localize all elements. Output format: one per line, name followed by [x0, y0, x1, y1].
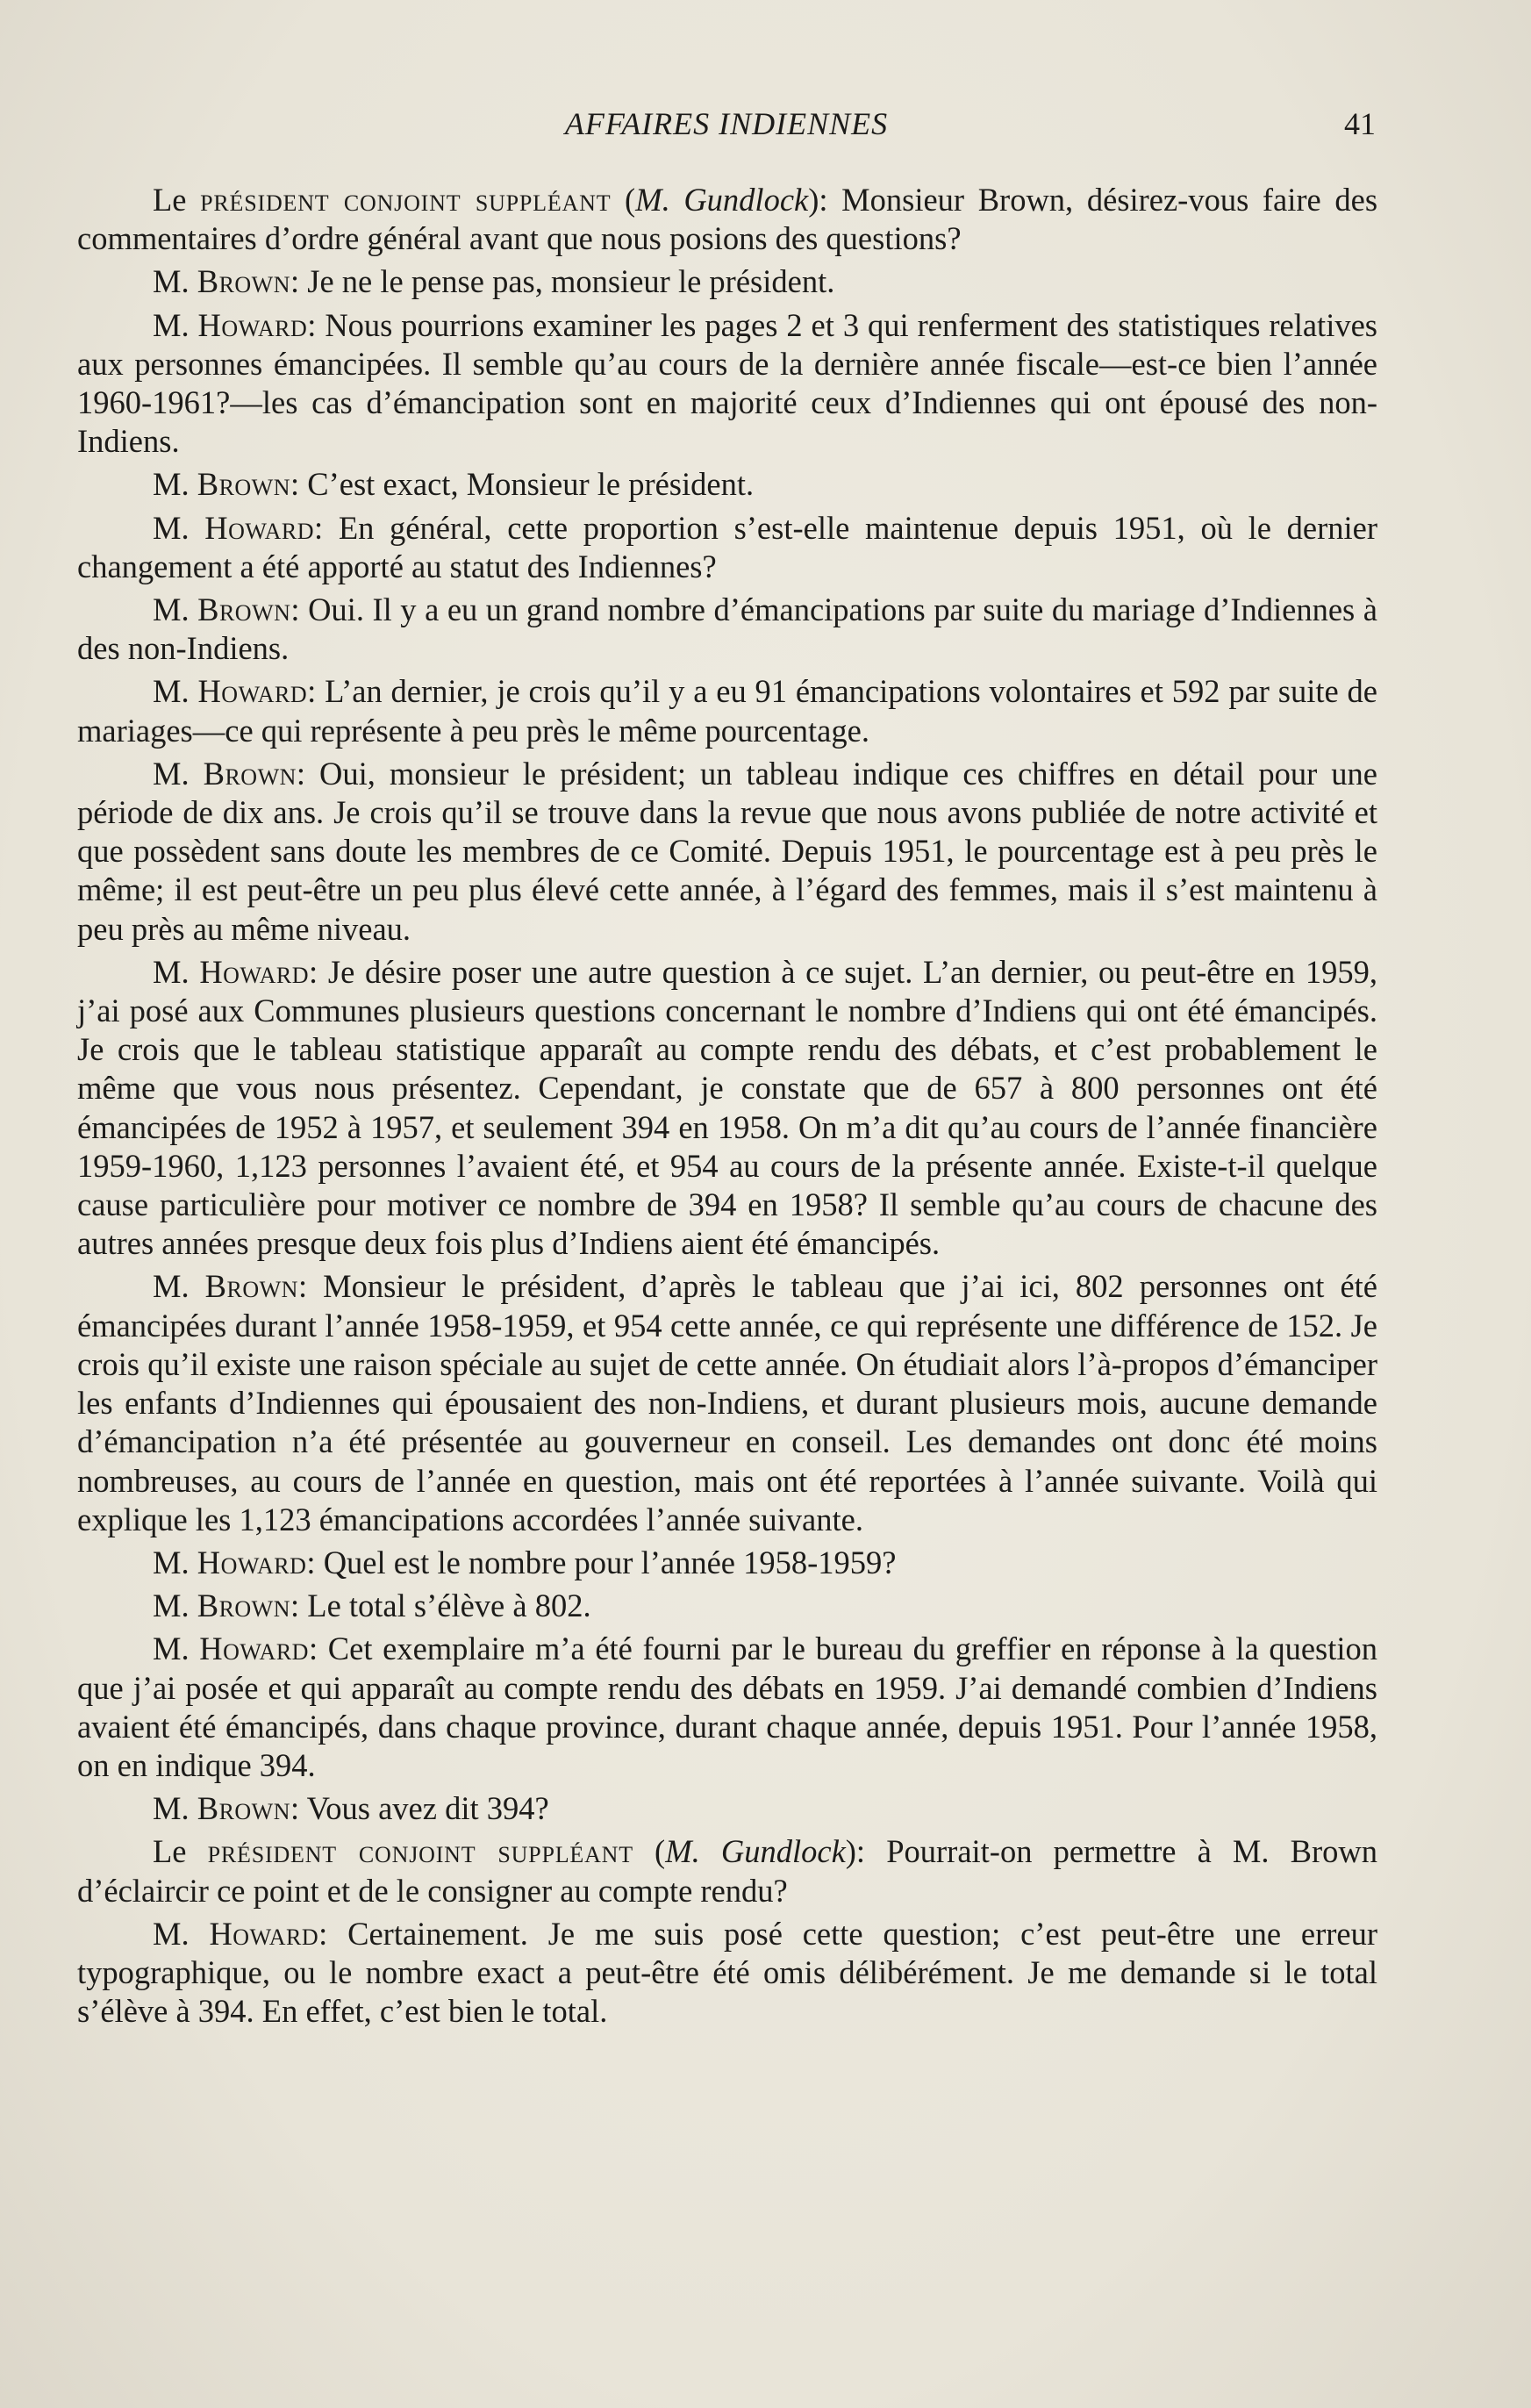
paragraph-text: Pourrait-on permettre à M. Brown d’éclaircir ce point et de le consigner au compte rendu?: [77, 1833, 1377, 1909]
speaker-name: Howard: [199, 953, 310, 990]
speaker-prefix: M.: [153, 1915, 190, 1952]
speaker-name: Howard: [204, 509, 314, 546]
paragraph-howard: M. Howard: Quel est le nombre pour l’année 1958-1959?: [153, 1544, 897, 1580]
speaker-name: Brown: [197, 466, 290, 503]
speaker-name: Howard: [209, 1915, 319, 1952]
paragraph-howard: M. Howard: L’an dernier, je crois qu’il y a eu 91 émancipations volontaires et 592 par suite de mariages—ce qui représente à peu près le même pourcentage.: [77, 673, 1377, 749]
speaker-name: Howard: [197, 1544, 307, 1580]
speaker-name: Howard: [197, 673, 308, 710]
paragraph-text: Je désire poser une autre question à ce sujet. L’an dernier, ou peut-être en 1959, j’ai posé aux Communes plusieurs questions concernant le nombre d’Indiens qui ont été émancipés. Je crois que le tableau statistique apparaît au compte rendu des débats, et c’est probablement le même que vous nous présentez. Cependant, je constate que de 657 à 800 personnes ont été émancipées de 1952 à 1957, et seulement 394 en 1958. On m’a dit qu’au cours de l’année financière 1959-1960, 1,123 personnes l’avaient été, et 954 au cours de la présente année. Existe-t-il quelque cause particulière pour motiver ce nombre de 394 en 1958? Il semble qu’au cours de chacune des autres années presque deux fois plus d’Indiens aient été émancipés.: [77, 953, 1377, 1262]
speaker-name: Howard: [199, 1630, 309, 1667]
paragraph-chair: Le président conjoint suppléant (M. Gundlock): Monsieur Brown, désirez-vous faire des commentaires d’ordre général avant que nous posions des questions?: [77, 182, 1378, 257]
paragraph-brown: M. Brown: Vous avez dit 394?: [153, 1790, 549, 1827]
speaker-name: Howard: [197, 306, 308, 343]
speaker-prefix: M.: [153, 1544, 190, 1580]
speaker-name: Brown: [197, 263, 290, 300]
paragraph-brown: M. Brown: Monsieur le président, d’après le tableau que j’ai ici, 802 personnes ont été émancipées durant l’année 1958-1959, et 954 cette année, ce qui représente une différence de 152. Je crois qu’il existe une raison spéciale au sujet de cette année. On étudiait alors l’à-propos d’émanciper les enfants d’Indiennes qui épousaient des non-Indiens, et durant plusieurs mois, aucune demande d’émancipation n’a été présentée au gouverneur en conseil. Les demandes ont donc été moins nombreuses, au cours de l’année en question, mais ont été reportées à l’année suivante. Voilà qui explique les 1,123 émancipations accordées l’année suivante.: [77, 1268, 1377, 1537]
speaker-prefix: M.: [153, 953, 190, 990]
speaker-name: Brown: [197, 1790, 290, 1827]
speaker-name: Brown: [204, 1268, 298, 1305]
speaker-prefix: M.: [153, 755, 190, 792]
speaker-name: Brown: [203, 755, 297, 792]
paragraph-text: Monsieur Brown, désirez-vous faire des commentaires d’ordre général avant que nous posions des questions?: [77, 182, 1378, 257]
speaker-prefix: Le: [153, 182, 187, 218]
paragraph-text: En général, cette proportion s’est-elle maintenue depuis 1951, où le dernier changement a été apporté au statut des Indiennes?: [77, 509, 1378, 584]
paragraph-text: Vous avez dit 394?: [306, 1790, 549, 1827]
paragraph-text: C’est exact, Monsieur le président.: [307, 466, 755, 503]
paragraph-text: Je ne le pense pas, monsieur le président.: [307, 263, 835, 300]
running-title: AFFAIRES INDIENNES: [564, 106, 889, 141]
speaker-prefix: Le: [153, 1833, 187, 1870]
paragraph-text: L’an dernier, je crois qu’il y a eu 91 émancipations volontaires et 592 par suite de mariages—ce qui représente à peu près le même pourcentage.: [77, 673, 1377, 749]
speaker-name: Brown: [197, 591, 291, 628]
speaker-title: président conjoint suppléant: [207, 1833, 633, 1870]
speaker-prefix: M.: [153, 263, 190, 300]
speaker-prefix: M.: [153, 1587, 190, 1624]
speaker-name: Brown: [197, 1587, 290, 1624]
page-header: [77, 105, 1376, 149]
page-number: 41: [1344, 106, 1376, 141]
paragraph-brown: M. Brown: Je ne le pense pas, monsieur le président.: [153, 263, 835, 300]
speaker-prefix: M.: [153, 591, 190, 628]
paragraph-text: Quel est le nombre pour l’année 1958-1959?: [323, 1544, 897, 1580]
speaker-name: M. Gundlock: [635, 182, 809, 218]
paragraph-howard: M. Howard: Certainement. Je me suis posé cette question; c’est peut-être une erreur typographique, ou le nombre exact a peut-être été omis délibérément. Je me demande si le total s’élève à 394. En effet, c’est bien le total.: [77, 1915, 1378, 2030]
speaker-prefix: M.: [153, 1268, 190, 1305]
paragraph-chair: Le président conjoint suppléant (M. Gundlock): Pourrait-on permettre à M. Brown d’éclaircir ce point et de le consigner au compte rendu?: [77, 1833, 1377, 1909]
paragraph-brown: M. Brown: Le total s’élève à 802.: [153, 1587, 591, 1624]
paragraph-howard: M. Howard: Nous pourrions examiner les pages 2 et 3 qui renferment des statistiques relatives aux personnes émancipées. Il semble qu’au cours de la dernière année fiscale—est-ce bien l’année 1960-1961?—les cas d’émancipation sont en majorité ceux d’Indiennes qui ont épousé des non-Indiens.: [77, 306, 1377, 460]
paragraph-brown: M. Brown: Oui. Il y a eu un grand nombre d’émancipations par suite du mariage d’Indiennes à des non-Indiens.: [77, 591, 1377, 667]
paragraph-howard: M. Howard: Je désire poser une autre question à ce sujet. L’an dernier, ou peut-être en 1959, j’ai posé aux Communes plusieurs questions concernant le nombre d’Indiens qui ont été émancipés. Je crois que le tableau statistique apparaît au compte rendu des débats, et c’est probablement le même que vous nous présentez. Cependant, je constate que de 657 à 800 personnes ont été émancipées de 1952 à 1957, et seulement 394 en 1958. On m’a dit qu’au cours de l’année financière 1959-1960, 1,123 personnes l’avaient été, et 954 au cours de la présente année. Existe-t-il quelque cause particulière pour motiver ce nombre de 394 en 1958? Il semble qu’au cours de chacune des autres années presque deux fois plus d’Indiens aient été émancipés.: [77, 953, 1377, 1262]
paragraph-text: Oui. Il y a eu un grand nombre d’émancipations par suite du mariage d’Indiennes à des non-Indiens.: [77, 591, 1377, 667]
paragraph-text: Oui, monsieur le président; un tableau indique ces chiffres en détail pour une période de dix ans. Je crois qu’il se trouve dans la revue que nous avons publiée de notre activité et que possèdent sans doute les membres de ce Comité. Depuis 1951, le pourcentage est à peu près le même; il est peut-être un peu plus élevé cette année, à l’égard des femmes, mais il s’est maintenu à peu près au même niveau.: [77, 755, 1377, 947]
speaker-prefix: M.: [153, 1790, 190, 1827]
speaker-title: président conjoint suppléant: [200, 182, 612, 218]
paragraph-brown: M. Brown: Oui, monsieur le président; un tableau indique ces chiffres en détail pour une période de dix ans. Je crois qu’il se trouve dans la revue que nous avons publiée de notre activité et que possèdent sans doute les membres de ce Comité. Depuis 1951, le pourcentage est à peu près le même; il est peut-être un peu plus élevé cette année, à l’égard des femmes, mais il s’est maintenu à peu près au même niveau.: [77, 755, 1377, 947]
paragraph-text: Cet exemplaire m’a été fourni par le bureau du greffier en réponse à la question que j’ai posée et qui apparaît au compte rendu des débats en 1959. J’ai demandé combien d’Indiens avaient été émancipés, dans chaque province, durant chaque année, depuis 1951. Pour l’année 1958, on en indique 394.: [77, 1630, 1378, 1783]
paragraph-text: Le total s’élève à 802.: [307, 1587, 591, 1624]
paragraph-howard: M. Howard: Cet exemplaire m’a été fourni par le bureau du greffier en réponse à la question que j’ai posée et qui apparaît au compte rendu des débats en 1959. J’ai demandé combien d’Indiens avaient été émancipés, dans chaque province, durant chaque année, depuis 1951. Pour l’année 1958, on en indique 394.: [77, 1630, 1378, 1783]
paragraph-text: Nous pourrions examiner les pages 2 et 3 qui renferment des statistiques relatives aux personnes émancipées. Il semble qu’au cours de la dernière année fiscale—est-ce bien l’année 1960-1961?—les cas d’émancipation sont en majorité ceux d’Indiennes qui ont épousé des non-Indiens.: [77, 306, 1377, 460]
speaker-name: M. Gundlock: [665, 1833, 846, 1870]
paragraph-howard: M. Howard: En général, cette proportion s’est-elle maintenue depuis 1951, où le dernier changement a été apporté au statut des Indiennes?: [77, 509, 1378, 584]
paragraph-text: Monsieur le président, d’après le tableau que j’ai ici, 802 personnes ont été émancipées durant l’année 1958-1959, et 954 cette année, ce qui représente une différence de 152. Je crois qu’il existe une raison spéciale au sujet de cette année. On étudiait alors l’à-propos d’émanciper les enfants d’Indiennes qui épousaient des non-Indiens, et durant plusieurs mois, aucune demande d’émancipation n’a été présentée au gouverneur en conseil. Les demandes ont donc été moins nombreuses, au cours de l’année en question, mais ont été reportées à l’année suivante. Voilà qui explique les 1,123 émancipations accordées l’année suivante.: [77, 1268, 1377, 1537]
speaker-prefix: M.: [153, 509, 190, 546]
speaker-prefix: M.: [153, 1630, 190, 1667]
paragraph-text: Certainement. Je me suis posé cette question; c’est peut-être une erreur typographique, ou le nombre exact a peut-être été omis délibérément. Je me demande si le total s’élève à 394. En effet, c’est bien le total.: [77, 1915, 1378, 2030]
speaker-prefix: M.: [153, 673, 190, 710]
paragraph-brown: M. Brown: C’est exact, Monsieur le président.: [153, 466, 755, 503]
speaker-prefix: M.: [153, 306, 190, 343]
speaker-prefix: M.: [153, 466, 190, 503]
transcript-body: [77, 181, 1377, 2035]
